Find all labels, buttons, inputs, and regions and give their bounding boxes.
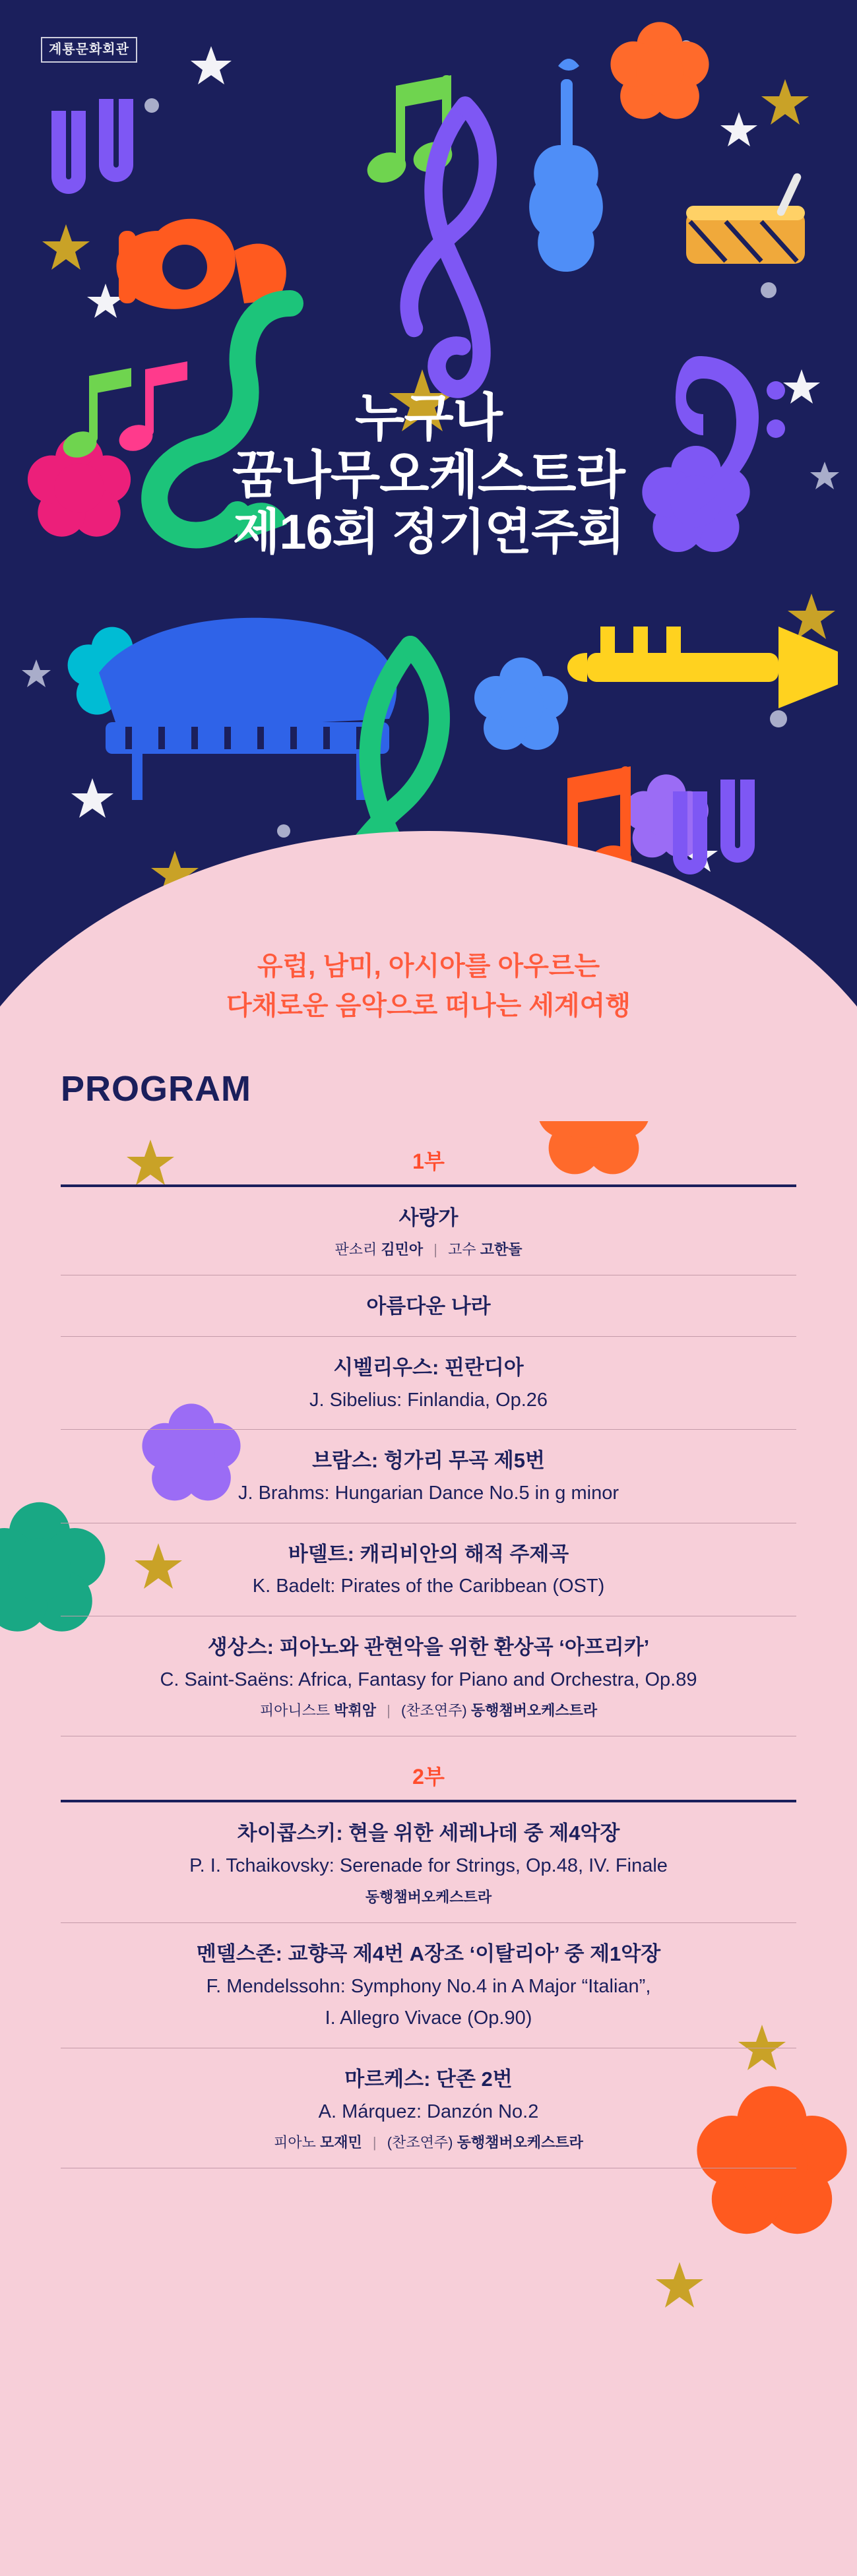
program-item <box>61 1802 796 1922</box>
credit-name: 박휘암 <box>334 1702 377 1719</box>
piece-credit <box>61 1700 796 1720</box>
drum-icon <box>686 172 805 264</box>
title-line-2: 꿈나무오케스트라 <box>232 446 625 505</box>
piece-title-en: F. Mendelssohn: Symphony No.4 in A Major “Italian”, <box>206 1975 651 1997</box>
piece-title-en: P. I. Tchaikovsky: Serenade for Strings, Op.48, IV. Finale <box>189 1855 668 1877</box>
venue-logo: 계룡문화회관 <box>41 37 137 63</box>
piece-title-ko: 차이콥스키: 현을 위한 세레나데 중 제4악장 <box>237 1822 620 1845</box>
program-section <box>0 1068 857 2168</box>
credit-name: 동행챔버오케스트라 <box>457 2134 583 2151</box>
program-item <box>61 1430 796 1522</box>
credit-name: 동행챔버오케스트라 <box>470 1702 598 1719</box>
part-spacer <box>61 1736 796 1754</box>
credit-role: 피아니스트 <box>259 1702 331 1719</box>
program-item <box>61 1923 796 2048</box>
piece-title-en-2: I. Allegro Vivace (Op.90) <box>325 2008 532 2029</box>
credit-name: 모재민 <box>320 2134 362 2151</box>
piece-credit <box>61 1239 796 1259</box>
credit-separator: | <box>433 1241 437 1258</box>
violin-icon <box>529 59 603 272</box>
credit-role: 판소리 <box>334 1241 377 1258</box>
program-item <box>61 1187 796 1275</box>
piece-title-en: A. Márquez: Danzón No.2 <box>318 2101 539 2122</box>
subtitle-line-1: 유럽, 남미, 아시아를 아우르는 <box>257 952 600 981</box>
piece-title-ko: 아름다운 나라 <box>366 1294 491 1318</box>
grand-piano-icon <box>99 618 397 800</box>
credit-role: (찬조연주) <box>387 2134 453 2151</box>
subtitle-line-2: 다채로운 음악으로 떠나는 세계여행 <box>226 991 631 1020</box>
credit-role: 피아노 <box>274 2134 316 2151</box>
french-horn-icon <box>116 219 286 309</box>
trumpet-icon <box>567 627 838 708</box>
credit-role: 고수 <box>448 1241 476 1258</box>
credit-name: 동행챔버오케스트라 <box>365 1888 492 1905</box>
title-line-1: 누구나 <box>354 388 503 446</box>
piece-title-ko: 시벨리우스: 핀란디아 <box>333 1355 524 1379</box>
piece-title-ko: 마르케스: 단존 2번 <box>344 2067 513 2091</box>
program-item <box>61 1523 796 1616</box>
piece-title-ko: 멘델스존: 교향곡 제4번 A장조 ‘이탈리아’ 중 제1악장 <box>196 1942 661 1965</box>
credit-role: (찬조연주) <box>401 1702 467 1719</box>
piece-credit <box>61 1886 796 1907</box>
piece-title-en: C. Saint-Saëns: Africa, Fantasy for Piano and Orchestra, Op.89 <box>160 1669 697 1690</box>
piece-credit <box>61 2131 796 2152</box>
piece-title-en: K. Badelt: Pirates of the Caribbean (OST) <box>252 1576 605 1597</box>
program-item <box>61 1616 796 1736</box>
hero-section <box>0 0 857 1121</box>
program-heading: PROGRAM <box>61 1069 251 1109</box>
piece-title-ko: 사랑가 <box>398 1206 459 1229</box>
program-item <box>61 1337 796 1429</box>
poster-title <box>0 389 857 560</box>
program-item <box>61 2048 796 2168</box>
credit-separator: | <box>372 2134 377 2151</box>
piece-title-en: J. Brahms: Hungarian Dance No.5 in g minor <box>238 1482 619 1504</box>
part-label-2: 2부 <box>412 1765 445 1789</box>
piece-title-en: J. Sibelius: Finlandia, Op.26 <box>309 1389 548 1411</box>
credit-name: 고한돌 <box>480 1241 523 1258</box>
credit-separator: | <box>387 1702 391 1719</box>
music-pipe-icon <box>51 99 133 194</box>
credit-name: 김민아 <box>381 1241 424 1258</box>
music-pipe-icon <box>673 780 755 874</box>
piece-title-ko: 브람스: 헝가리 무곡 제5번 <box>312 1449 545 1473</box>
program-item <box>61 1275 796 1336</box>
part-label-1: 1부 <box>412 1150 445 1173</box>
piece-title-ko: 생상스: 피아노와 관현악을 위한 환상곡 ‘아프리카’ <box>207 1636 650 1659</box>
poster-subtitle <box>0 946 857 1026</box>
piece-title-ko: 바델트: 캐리비안의 해적 주제곡 <box>288 1542 569 1566</box>
title-line-3: 제16회 정기연주회 <box>232 504 625 559</box>
